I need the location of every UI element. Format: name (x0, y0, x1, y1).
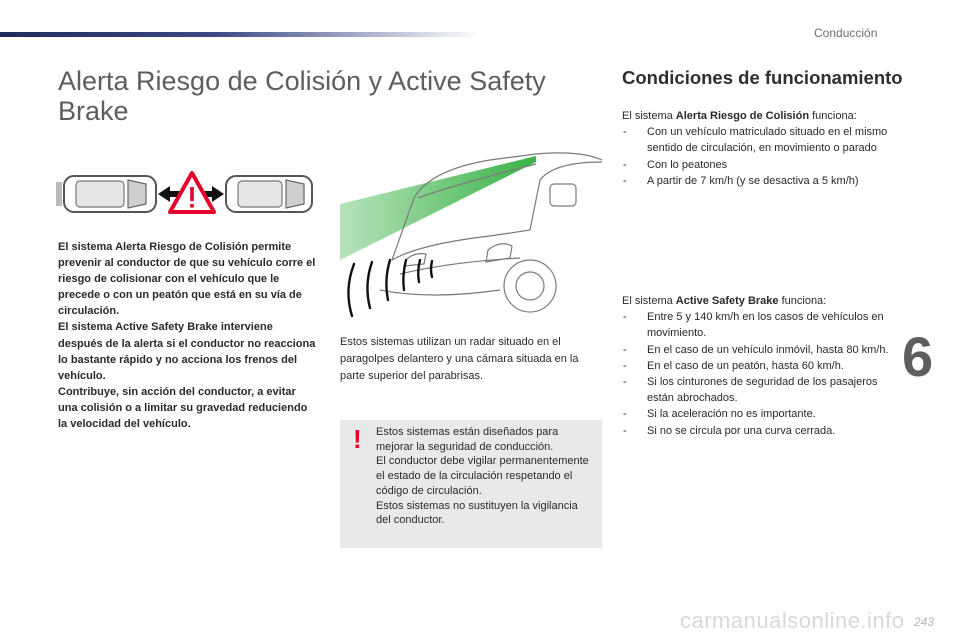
list-item: - Si no se circula por una curva cerrada. (622, 423, 898, 439)
list-item: - Si la aceleración no es importante. (622, 406, 898, 422)
radar-description: Estos sistemas utilizan un radar situado en el paragolpes delantero y una cámara situada en la parte superior del parabrisas. (340, 336, 579, 382)
intro-text (58, 239, 316, 432)
van-radar-illustration (340, 140, 602, 322)
intro-suffix: funciona: (778, 295, 827, 307)
conditions-title: Condiciones de funcionamiento (622, 67, 903, 88)
vehicles-collision-diagram (54, 170, 316, 218)
front-vehicle (226, 176, 312, 212)
system-name: Active Safety Brake (675, 295, 779, 307)
warning-text (376, 425, 592, 528)
warning-line: Estos sistemas no sustituyen la vigilancia del conductor. (376, 499, 578, 527)
exclamation-icon: ! (353, 424, 362, 454)
intro-paragraph: Contribuye, sin acción del conductor, a evitar una colisión o a limitar su gravedad reduciendo la velocidad del vehículo. (58, 385, 308, 431)
intro-prefix: El sistema (622, 110, 676, 122)
list-item: - A partir de 7 km/h (y se desactiva a 5 km/h) (622, 173, 898, 189)
rear-vehicle (56, 176, 156, 212)
conditions-intro (622, 108, 898, 124)
intro-prefix: El sistema (622, 295, 676, 307)
page-title: Alerta Riesgo de Colisión y Active Safety Brake (58, 66, 546, 126)
header-accent-bar (0, 32, 480, 37)
collision-alert-conditions (622, 108, 898, 189)
intro-paragraph: El sistema Alerta Riesgo de Colisión permite prevenir al conductor de que su vehículo corre el riesgo de colisionar con el vehículo que le precede o con un peatón que está en su vía de circulación. (58, 241, 316, 318)
warning-box (340, 420, 602, 548)
safety-brake-conditions (622, 293, 898, 439)
chapter-number: 6 (902, 325, 934, 388)
system-name: Alerta Riesgo de Colisión (675, 110, 810, 122)
section-label: Conducción (814, 26, 878, 40)
list-item: - Con lo peatones (622, 157, 898, 173)
intro-paragraph: El sistema Active Safety Brake interviene después de la alerta si el conductor no reacciona lo bastante rápido y no acciona los frenos del vehículo. (58, 321, 316, 382)
list-item: - Con un vehículo matriculado situado en el mismo sentido de circulación, en movimiento o parado (622, 124, 898, 156)
page-number: 243 (914, 615, 935, 629)
list-item: - En el caso de un peatón, hasta 60 km/h. (622, 358, 898, 374)
list-item: - En el caso de un vehículo inmóvil, hasta 80 km/h. (622, 342, 898, 358)
conditions-list (622, 124, 898, 189)
warning-line: Estos sistemas están diseñados para mejorar la seguridad de conducción. (376, 426, 559, 453)
warning-line: El conductor debe vigilar permanentemente el estado de la circulación respetando el código de circulación. (376, 455, 589, 497)
watermark: carmanualsonline.info (680, 608, 905, 633)
conditions-list (622, 309, 898, 439)
list-item: - Entre 5 y 140 km/h en los casos de vehículos en movimiento. (622, 309, 898, 341)
radar-waves (348, 260, 432, 316)
list-item: - Si los cinturones de seguridad de los pasajeros están abrochados. (622, 374, 898, 406)
conditions-intro (622, 293, 898, 309)
intro-suffix: funciona: (809, 110, 857, 122)
